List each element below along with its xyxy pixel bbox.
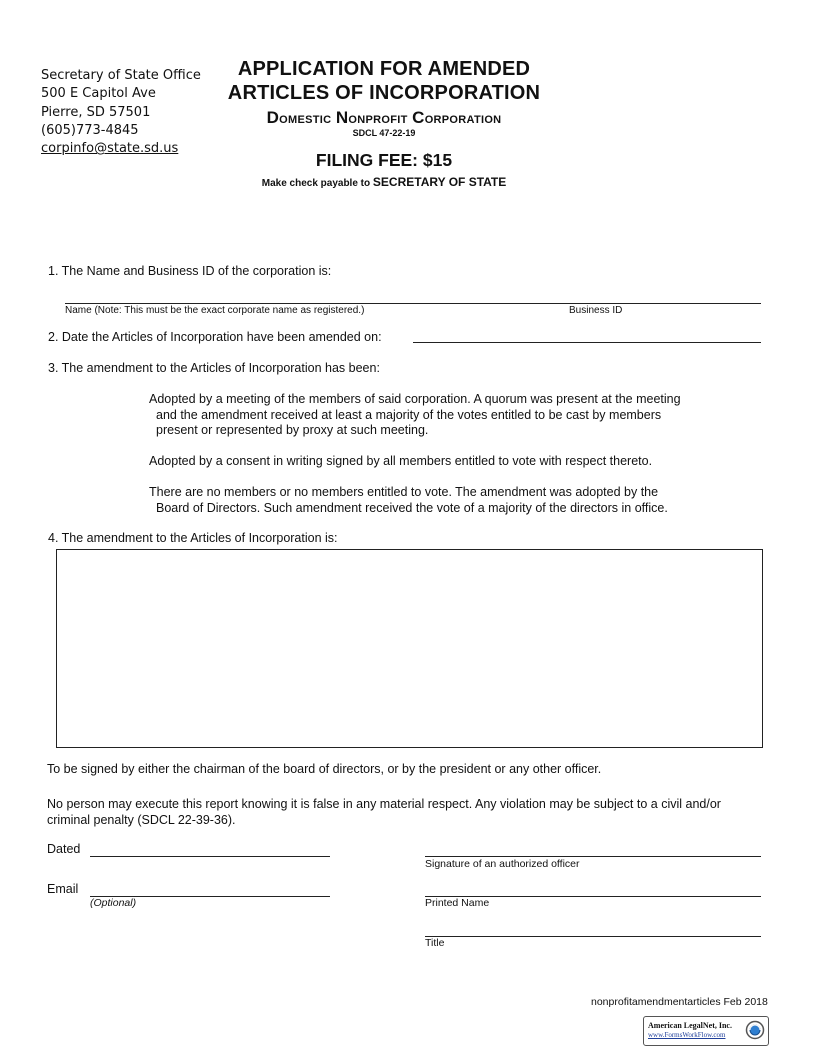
item2-label: 2. Date the Articles of Incorporation have been amended on: xyxy=(48,330,382,344)
item1-label: 1. The Name and Business ID of the corporation is: xyxy=(48,264,332,278)
logo-url: www.FormsWorkFlow.com xyxy=(648,1031,726,1039)
subtitle-part: onprofit xyxy=(348,110,413,127)
email-label: Email xyxy=(47,882,79,896)
option-text: present or represented by proxy at such meeting. xyxy=(156,423,429,437)
office-email-link[interactable]: corpinfo@state.sd.us xyxy=(41,141,179,157)
subtitle-part: orporation xyxy=(424,110,502,127)
office-city: Pierre, SD 57501 xyxy=(41,104,151,120)
title-field[interactable] xyxy=(425,936,761,937)
payable-prefix: Make check payable to xyxy=(261,178,373,189)
signature-field[interactable] xyxy=(425,856,761,857)
amendment-text-box[interactable] xyxy=(56,549,763,748)
optional-note: (Optional) xyxy=(90,897,137,909)
office-phone: (605)773-4845 xyxy=(41,122,139,138)
payable-note xyxy=(184,175,584,189)
office-street: 500 E Capitol Ave xyxy=(41,86,156,102)
signature-label: Signature of an authorized officer xyxy=(425,858,580,870)
subtitle-part: D xyxy=(266,108,280,127)
subtitle-part: N xyxy=(335,108,349,127)
office-address xyxy=(41,67,201,158)
form-subtitle xyxy=(184,108,584,128)
form-title-line2: ARTICLES OF INCORPORATION xyxy=(227,82,541,104)
option-written-consent[interactable] xyxy=(149,454,652,470)
globe-icon xyxy=(745,1020,765,1040)
option-meeting[interactable] xyxy=(149,392,681,439)
title-label: Title xyxy=(425,937,445,949)
office-name: Secretary of State Office xyxy=(41,68,201,83)
payable-to: SECRETARY OF STATE xyxy=(372,175,507,189)
signed-by-note: To be signed by either the chairman of the board of directors, or by the president or any other officer. xyxy=(47,762,602,776)
option-text: Adopted by a meeting of the members of said corporation. A quorum was present at the meeting xyxy=(149,392,681,406)
business-id-label: Business ID xyxy=(569,305,623,316)
statute-reference: SDCL 47-22-19 xyxy=(352,128,416,138)
printed-name-label: Printed Name xyxy=(425,897,490,909)
name-business-id-field[interactable] xyxy=(65,303,761,304)
item3-label: 3. The amendment to the Articles of Incorporation has been: xyxy=(48,361,380,375)
option-text: Adopted by a consent in writing signed by all members entitled to vote with respect thereto. xyxy=(149,454,653,468)
logo-company: American LegalNet, Inc. xyxy=(648,1021,732,1030)
warning-text: No person may execute this report knowing it is false in any material respect. Any violation may be subject to a civil and/or xyxy=(47,797,721,811)
amended-date-field[interactable] xyxy=(413,342,761,343)
form-title-line1: APPLICATION FOR AMENDED xyxy=(237,58,531,80)
name-note: Name (Note: This must be the exact corporate name as registered.) xyxy=(65,305,365,316)
dated-field[interactable] xyxy=(90,856,330,857)
option-text: Board of Directors. Such amendment received the vote of a majority of the directors in office. xyxy=(156,500,668,515)
legalnet-logo[interactable] xyxy=(643,1016,769,1046)
form-id: nonprofitamendmentarticles Feb 2018 xyxy=(591,996,768,1008)
subtitle-part: omestic xyxy=(279,110,336,127)
option-board-directors[interactable] xyxy=(149,485,668,516)
dated-label: Dated xyxy=(47,842,81,856)
penalty-warning xyxy=(47,796,721,828)
option-text: and the amendment received at least a majority of the votes entitled to be cast by members xyxy=(156,407,662,422)
item4-label: 4. The amendment to the Articles of Incorporation is: xyxy=(48,531,338,545)
option-text: There are no members or no members entitled to vote. The amendment was adopted by the xyxy=(149,485,659,499)
filing-fee: FILING FEE: $15 xyxy=(315,150,453,170)
warning-text: criminal penalty (SDCL 22-39-36). xyxy=(47,813,236,827)
subtitle-part: C xyxy=(412,108,425,127)
